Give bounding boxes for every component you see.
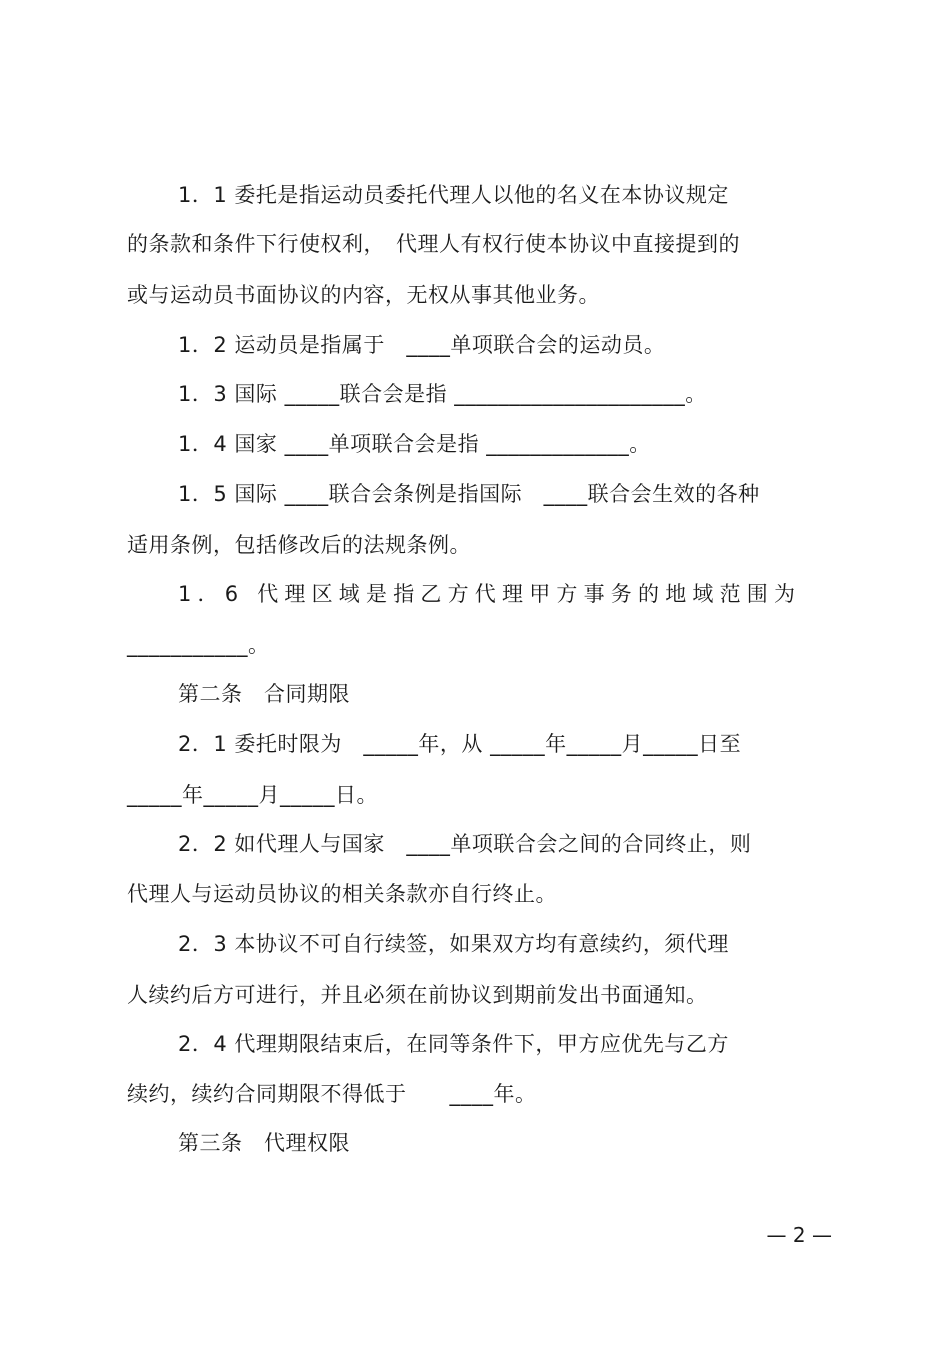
page-number: — 2 — bbox=[766, 1223, 832, 1247]
clause-1-5-line-2: 适用条例，包括修改后的法规条例。 bbox=[127, 533, 471, 557]
clause-1-3: 1．3 国际 _____联合会是指 _____________________。 bbox=[178, 382, 707, 406]
clause-2-2-line-2: 代理人与运动员协议的相关条款亦自行终止。 bbox=[127, 882, 557, 906]
clause-1-1-line-3: 或与运动员书面协议的内容，无权从事其他业务。 bbox=[127, 283, 600, 307]
clause-1-1-line-1: 1．1 委托是指运动员委托代理人以他的名义在本协议规定 bbox=[178, 183, 729, 207]
clause-2-3-line-1: 2．3 本协议不可自行续签，如果双方均有意续约，须代理 bbox=[178, 932, 729, 956]
clause-2-1-line-1: 2．1 委托时限为 _____年，从 _____年_____月_____日至 bbox=[178, 732, 742, 756]
clause-1-5-line-1: 1．5 国际 ____联合会条例是指国际 ____联合会生效的各种 bbox=[178, 482, 760, 506]
clause-1-4: 1．4 国家 ____单项联合会是指 _____________。 bbox=[178, 432, 651, 456]
clause-2-4-line-2: 续约，续约合同期限不得低于 ____年。 bbox=[127, 1082, 537, 1106]
clause-1-2: 1．2 运动员是指属于 ____单项联合会的运动员。 bbox=[178, 333, 666, 357]
clause-2-3-line-2: 人续约后方可进行，并且必须在前协议到期前发出书面通知。 bbox=[127, 983, 708, 1007]
clause-2-1-line-2: _____年_____月_____日。 bbox=[127, 783, 378, 807]
clause-1-6-line-2: ___________。 bbox=[127, 633, 270, 657]
article-2-heading: 第二条 合同期限 bbox=[178, 682, 350, 706]
article-3-heading: 第三条 代理权限 bbox=[178, 1131, 350, 1155]
clause-1-1-line-2: 的条款和条件下行使权利， 代理人有权行使本协议中直接提到的 bbox=[127, 232, 740, 256]
clause-2-4-line-1: 2．4 代理期限结束后，在同等条件下，甲方应优先与乙方 bbox=[178, 1032, 729, 1056]
clause-2-2-line-1: 2．2 如代理人与国家 ____单项联合会之间的合同终止，则 bbox=[178, 832, 752, 856]
clause-1-6-line-1: 1．6 代理区域是指乙方代理甲方事务的地域范围为 bbox=[178, 582, 802, 606]
